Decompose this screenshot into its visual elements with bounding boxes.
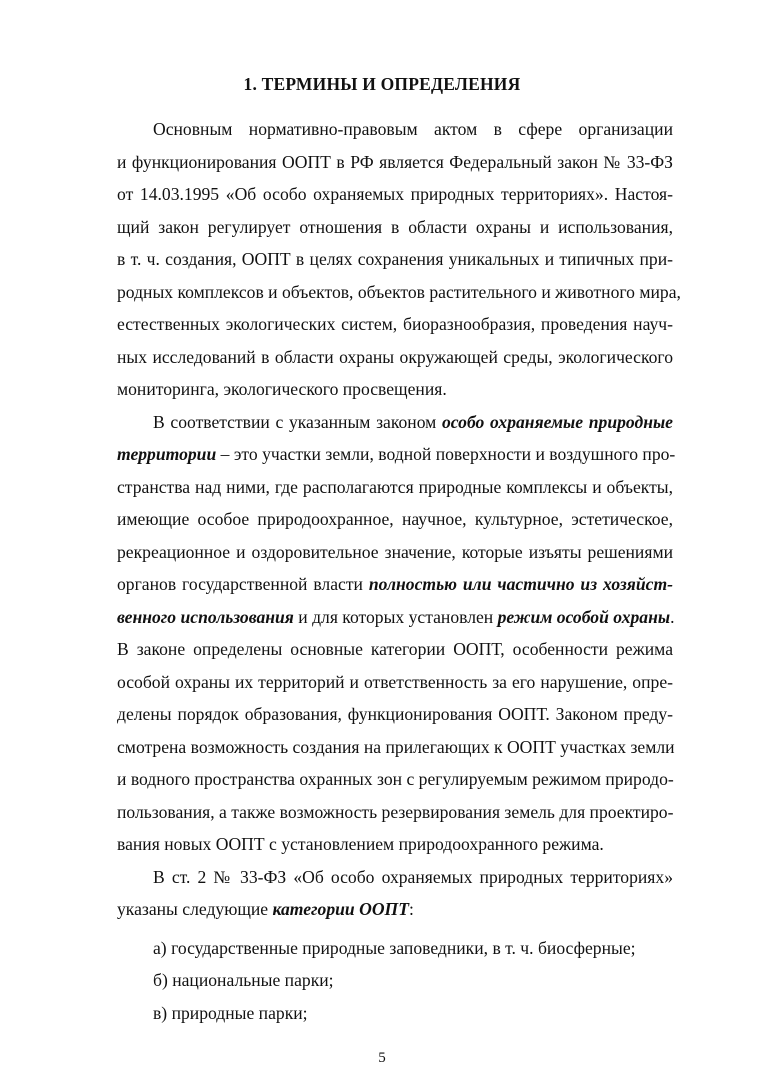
text-run: указаны следующие bbox=[117, 899, 273, 919]
text-run: : bbox=[408, 899, 414, 919]
paragraph-1-line-7: естественных экологических систем, биоразнообразия, проведения науч- bbox=[117, 314, 673, 334]
paragraph-2-line-7 bbox=[117, 606, 673, 628]
paragraph-1-line-4: щий закон регулирует отношения в области охраны и использования, bbox=[117, 216, 673, 237]
paragraph-2-line-3: странства над ними, где располагаются природные комплексы и объекты, bbox=[117, 476, 673, 497]
paragraph-1-line-5: в т. ч. создания, ООПТ в целях сохранения уникальных и типичных при- bbox=[117, 249, 673, 269]
text-run: и для которых установлен bbox=[293, 606, 498, 627]
paragraph-2-line-8: В законе определены основные категории ООПТ, особенности режима bbox=[117, 639, 673, 659]
paragraph-2-line-5: рекреационное и оздоровительное значение, которые изъяты решениями bbox=[117, 541, 673, 562]
term-emphasis: режим особой охраны bbox=[497, 606, 671, 627]
term-emphasis: полностью или частично из хозяйст- bbox=[368, 574, 673, 594]
list-item-c: в) природные парки; bbox=[153, 1002, 308, 1023]
paragraph-2-line-14: вания новых ООПТ с установлением природоохранного режима. bbox=[117, 834, 604, 854]
paragraph-2-line-11: смотрена возможность создания на прилегающих к ООПТ участках земли bbox=[117, 736, 675, 757]
section-heading: 1. ТЕРМИНЫ И ОПРЕДЕЛЕНИЯ bbox=[243, 74, 521, 94]
paragraph-1-line-1: Основным нормативно-правовым актом в сфере организации bbox=[153, 119, 673, 139]
paragraph-2-line-2 bbox=[117, 443, 676, 465]
paragraph-2-line-9: особой охраны их территорий и ответственность за его нарушение, опре- bbox=[117, 671, 673, 692]
term-emphasis: территории bbox=[117, 444, 217, 464]
paragraph-2-line-4: имеющие особое природоохранное, научное, культурное, эстетическое, bbox=[117, 509, 673, 529]
paragraph-1-line-2: и функционирования ООПТ в РФ является Федеральный закон № 33-ФЗ bbox=[117, 151, 673, 172]
paragraph-1-line-3: от 14.03.1995 «Об особо охраняемых природных территориях». Настоя- bbox=[117, 184, 673, 204]
text-run: В соответствии с указанным законом bbox=[153, 411, 442, 432]
term-emphasis: венного использования bbox=[117, 606, 294, 627]
page-number: 5 bbox=[378, 1050, 386, 1066]
text-run: органов государственной власти bbox=[117, 574, 369, 594]
paragraph-1-line-9: мониторинга, экологического просвещения. bbox=[117, 379, 447, 399]
paragraph-2-line-10: делены порядок образования, функционирования ООПТ. Законом преду- bbox=[117, 704, 673, 724]
text-run: . bbox=[670, 606, 675, 627]
paragraph-2-line-1 bbox=[153, 411, 673, 433]
list-item-a: а) государственные природные заповедники, в т. ч. биосферные; bbox=[153, 937, 636, 958]
term-emphasis: особо охраняемые природные bbox=[441, 411, 673, 432]
paragraph-1-line-6: родных комплексов и объектов, объектов растительного и животного мира, bbox=[117, 281, 681, 302]
term-emphasis: категории ООПТ bbox=[272, 899, 409, 919]
paragraph-1-line-8: ных исследований в области охраны окружающей среды, экологического bbox=[117, 346, 673, 367]
paragraph-3-line-2 bbox=[117, 898, 673, 920]
paragraph-2-line-6 bbox=[117, 573, 673, 595]
list-item-b: б) национальные парки; bbox=[153, 970, 334, 990]
paragraph-3-line-1: В ст. 2 № 33-ФЗ «Об особо охраняемых природных территориях» bbox=[153, 866, 673, 887]
paragraph-2-line-13: пользования, а также возможность резервирования земель для проектиро- bbox=[117, 801, 674, 822]
paragraph-2-line-12: и водного пространства охранных зон с регулируемым режимом природо- bbox=[117, 769, 674, 789]
text-run: – это участки земли, водной поверхности и воздушного про- bbox=[216, 444, 676, 464]
